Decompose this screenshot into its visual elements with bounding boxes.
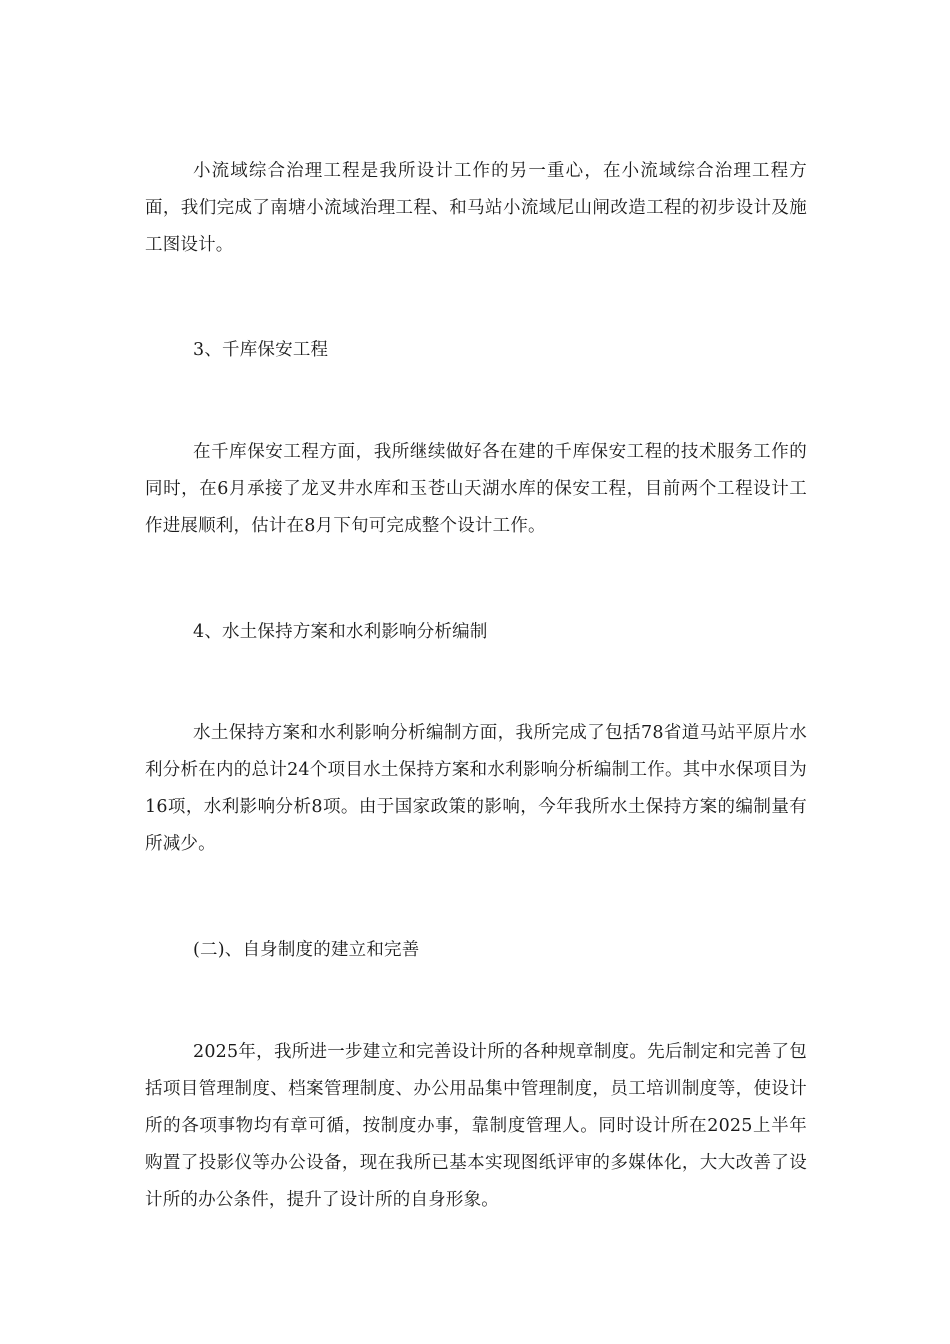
paragraph-reservoir-safety: 在千库保安工程方面，我所继续做好各在建的千库保安工程的技术服务工作的同时，在6月承接了龙叉井水库和玉苍山天湖水库的保安工程，目前两个工程设计工作进展顺利，估计在8月下旬可完成整个设计工作。 (145, 442, 807, 536)
heading-reservoir-safety: 3、千库保安工程 (193, 340, 329, 360)
heading-internal-systems: (二)、自身制度的建立和完善 (193, 940, 420, 960)
paragraph-small-watershed: 小流域综合治理工程是我所设计工作的另一重心，在小流域综合治理工程方面，我们完成了南塘小流域治理工程、和马站小流域尼山闸改造工程的初步设计及施工图设计。 (145, 161, 807, 255)
paragraph-internal-systems: 2025年，我所进一步建立和完善设计所的各种规章制度。先后制定和完善了包括项目管理制度、档案管理制度、办公用品集中管理制度，员工培训制度等，使设计所的各项事物均有章可循，按制度办事，靠制度管理人。同时设计所在2025上半年购置了投影仪等办公设备，现在我所已基本实现图纸评审的多媒体化，大大改善了设计所的办公条件，提升了设计所的自身形象。 (145, 1042, 807, 1210)
heading-soil-water-conservation: 4、水土保持方案和水利影响分析编制 (193, 622, 488, 642)
paragraph-soil-water-conservation: 水土保持方案和水利影响分析编制方面，我所完成了包括78省道马站平原片水利分析在内的总计24个项目水土保持方案和水利影响分析编制工作。其中水保项目为16项，水利影响分析8项。由于国家政策的影响，今年我所水土保持方案的编制量有所减少。 (145, 723, 807, 854)
